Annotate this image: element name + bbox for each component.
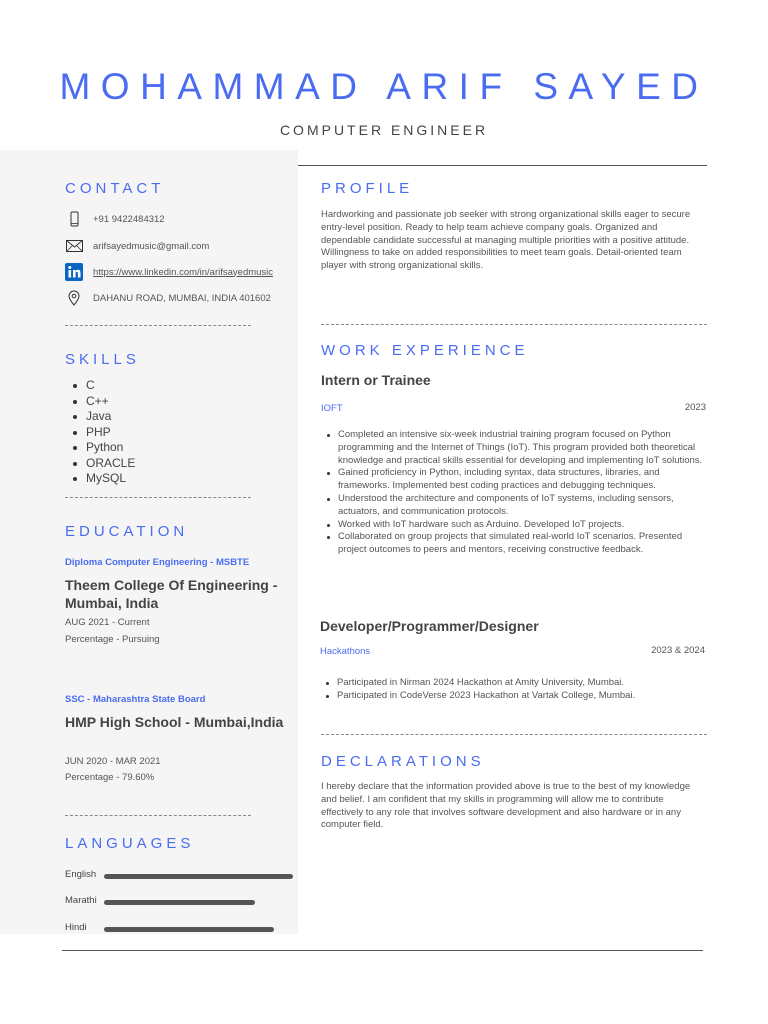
divider: [65, 815, 251, 816]
contact-email: [65, 237, 209, 255]
skill-item: PHP: [86, 425, 135, 441]
list-item: Participated in CodeVerse 2023 Hackathon at Vartak College, Mumbai.: [337, 690, 707, 703]
job-bullet-list: [338, 429, 708, 557]
education-score: Percentage - 79.60%: [65, 772, 155, 783]
footer-divider: [62, 950, 703, 951]
language-name: Hindi: [65, 922, 87, 933]
job-year: 2023: [684, 402, 706, 413]
work-experience-heading: WORK EXPERIENCE: [321, 342, 529, 359]
education-score: Percentage - Pursuing: [65, 634, 160, 645]
divider: [321, 324, 707, 325]
list-item: Gained proficiency in Python, including syntax, data structures, libraries, and frameworks. Implemented best coding practices and debugging techniques.: [338, 467, 708, 493]
skill-item: C++: [86, 394, 135, 410]
contact-linkedin: [65, 263, 273, 281]
education-board: SSC - Maharashtra State Board: [65, 694, 206, 705]
list-item: Worked with IoT hardware such as Arduino. Developed IoT projects.: [338, 519, 708, 532]
list-item: Participated in Nirman 2024 Hackathon at Amity University, Mumbai.: [337, 677, 707, 690]
languages-heading: LANGUAGES: [65, 835, 195, 852]
contact-heading: CONTACT: [65, 180, 165, 197]
list-item: Understood the architecture and components of IoT systems, including sensors, actuators, and communication protocols.: [338, 493, 708, 519]
contact-address: [65, 289, 271, 307]
job-year: 2023 & 2024: [651, 645, 705, 656]
language-row: [65, 922, 295, 934]
education-school: HMP High School - Mumbai,India: [65, 714, 284, 730]
skill-item: ORACLE: [86, 455, 136, 470]
skills-list: [86, 378, 135, 487]
education-board: Diploma Computer Engineering - MSBTE: [65, 557, 250, 568]
email-address[interactable]: arifsayedmusic@gmail.com: [93, 240, 210, 252]
mail-icon: [65, 237, 83, 255]
phone-number: +91 9422484312: [93, 213, 165, 225]
profile-heading: PROFILE: [321, 180, 414, 197]
language-name: English: [65, 869, 97, 880]
skill-item: Python: [86, 440, 135, 456]
language-row: [65, 895, 295, 907]
job-bullet-list: [337, 677, 707, 703]
education-heading: EDUCATION: [65, 523, 189, 540]
resume-role: COMPUTER ENGINEER: [279, 122, 489, 138]
language-level-bar: [104, 874, 293, 879]
education-dates: AUG 2021 - Current: [65, 617, 150, 628]
skills-heading: SKILLS: [65, 351, 140, 368]
job-title: Intern or Trainee: [321, 372, 431, 388]
list-item: Collaborated on group projects that simulated real-world IoT scenarios. Presented project outcomes to peers and mentors, receiving constructive feedback.: [338, 531, 708, 557]
resume-name: MOHAMMAD ARIF SAYED: [59, 66, 709, 107]
linkedin-link[interactable]: https://www.linkedin.com/in/arifsayedmusic: [93, 266, 274, 278]
phone-icon: [65, 210, 83, 228]
location-pin-icon: [65, 289, 83, 307]
declarations-text: I hereby declare that the information provided above is true to the best of my knowledge and belief. I am confident that my skills in programming will allow me to contribute effectively to any role that involves software development and also hardware or in any computer field.: [321, 781, 691, 831]
job-organization: Hackathons: [320, 646, 371, 657]
profile-text: Hardworking and passionate job seeker with strong organizational skills eager to secure entry-level position. Ready to help team achieve company goals. Organized and dependable candidate successful at managing multiple priorities with a positive attitude. Willingness to take on added responsibilities to meet team goals. Detail-oriented team player with strong organizational skills.: [321, 209, 691, 272]
language-name: Marathi: [65, 895, 97, 906]
list-item: Completed an intensive six-week industrial training program focused on Python programming and the Internet of Things (IoT). This program provided both theoretical knowledge and practical skills essential for developing and implementing IoT solutions.: [338, 429, 708, 467]
language-level-bar: [104, 927, 274, 932]
language-level-bar: [104, 900, 255, 905]
job-organization: IOFT: [321, 403, 343, 414]
divider: [321, 734, 707, 735]
address-text: DAHANU ROAD, MUMBAI, INDIA 401602: [93, 292, 271, 304]
divider: [65, 497, 251, 498]
contact-phone: [65, 210, 165, 228]
linkedin-icon: [65, 263, 83, 281]
skill-item: MySQL: [86, 471, 135, 487]
language-row: [65, 869, 295, 881]
skill-item: C: [86, 378, 135, 394]
education-dates: JUN 2020 - MAR 2021: [65, 756, 161, 767]
job-title: Developer/Programmer/Designer: [320, 618, 539, 634]
education-school: Theem College Of Engineering - Mumbai, India: [65, 577, 278, 611]
skill-item: Java: [86, 409, 135, 425]
header-divider: [298, 165, 707, 166]
declarations-heading: DECLARATIONS: [321, 753, 485, 770]
divider: [65, 325, 251, 326]
